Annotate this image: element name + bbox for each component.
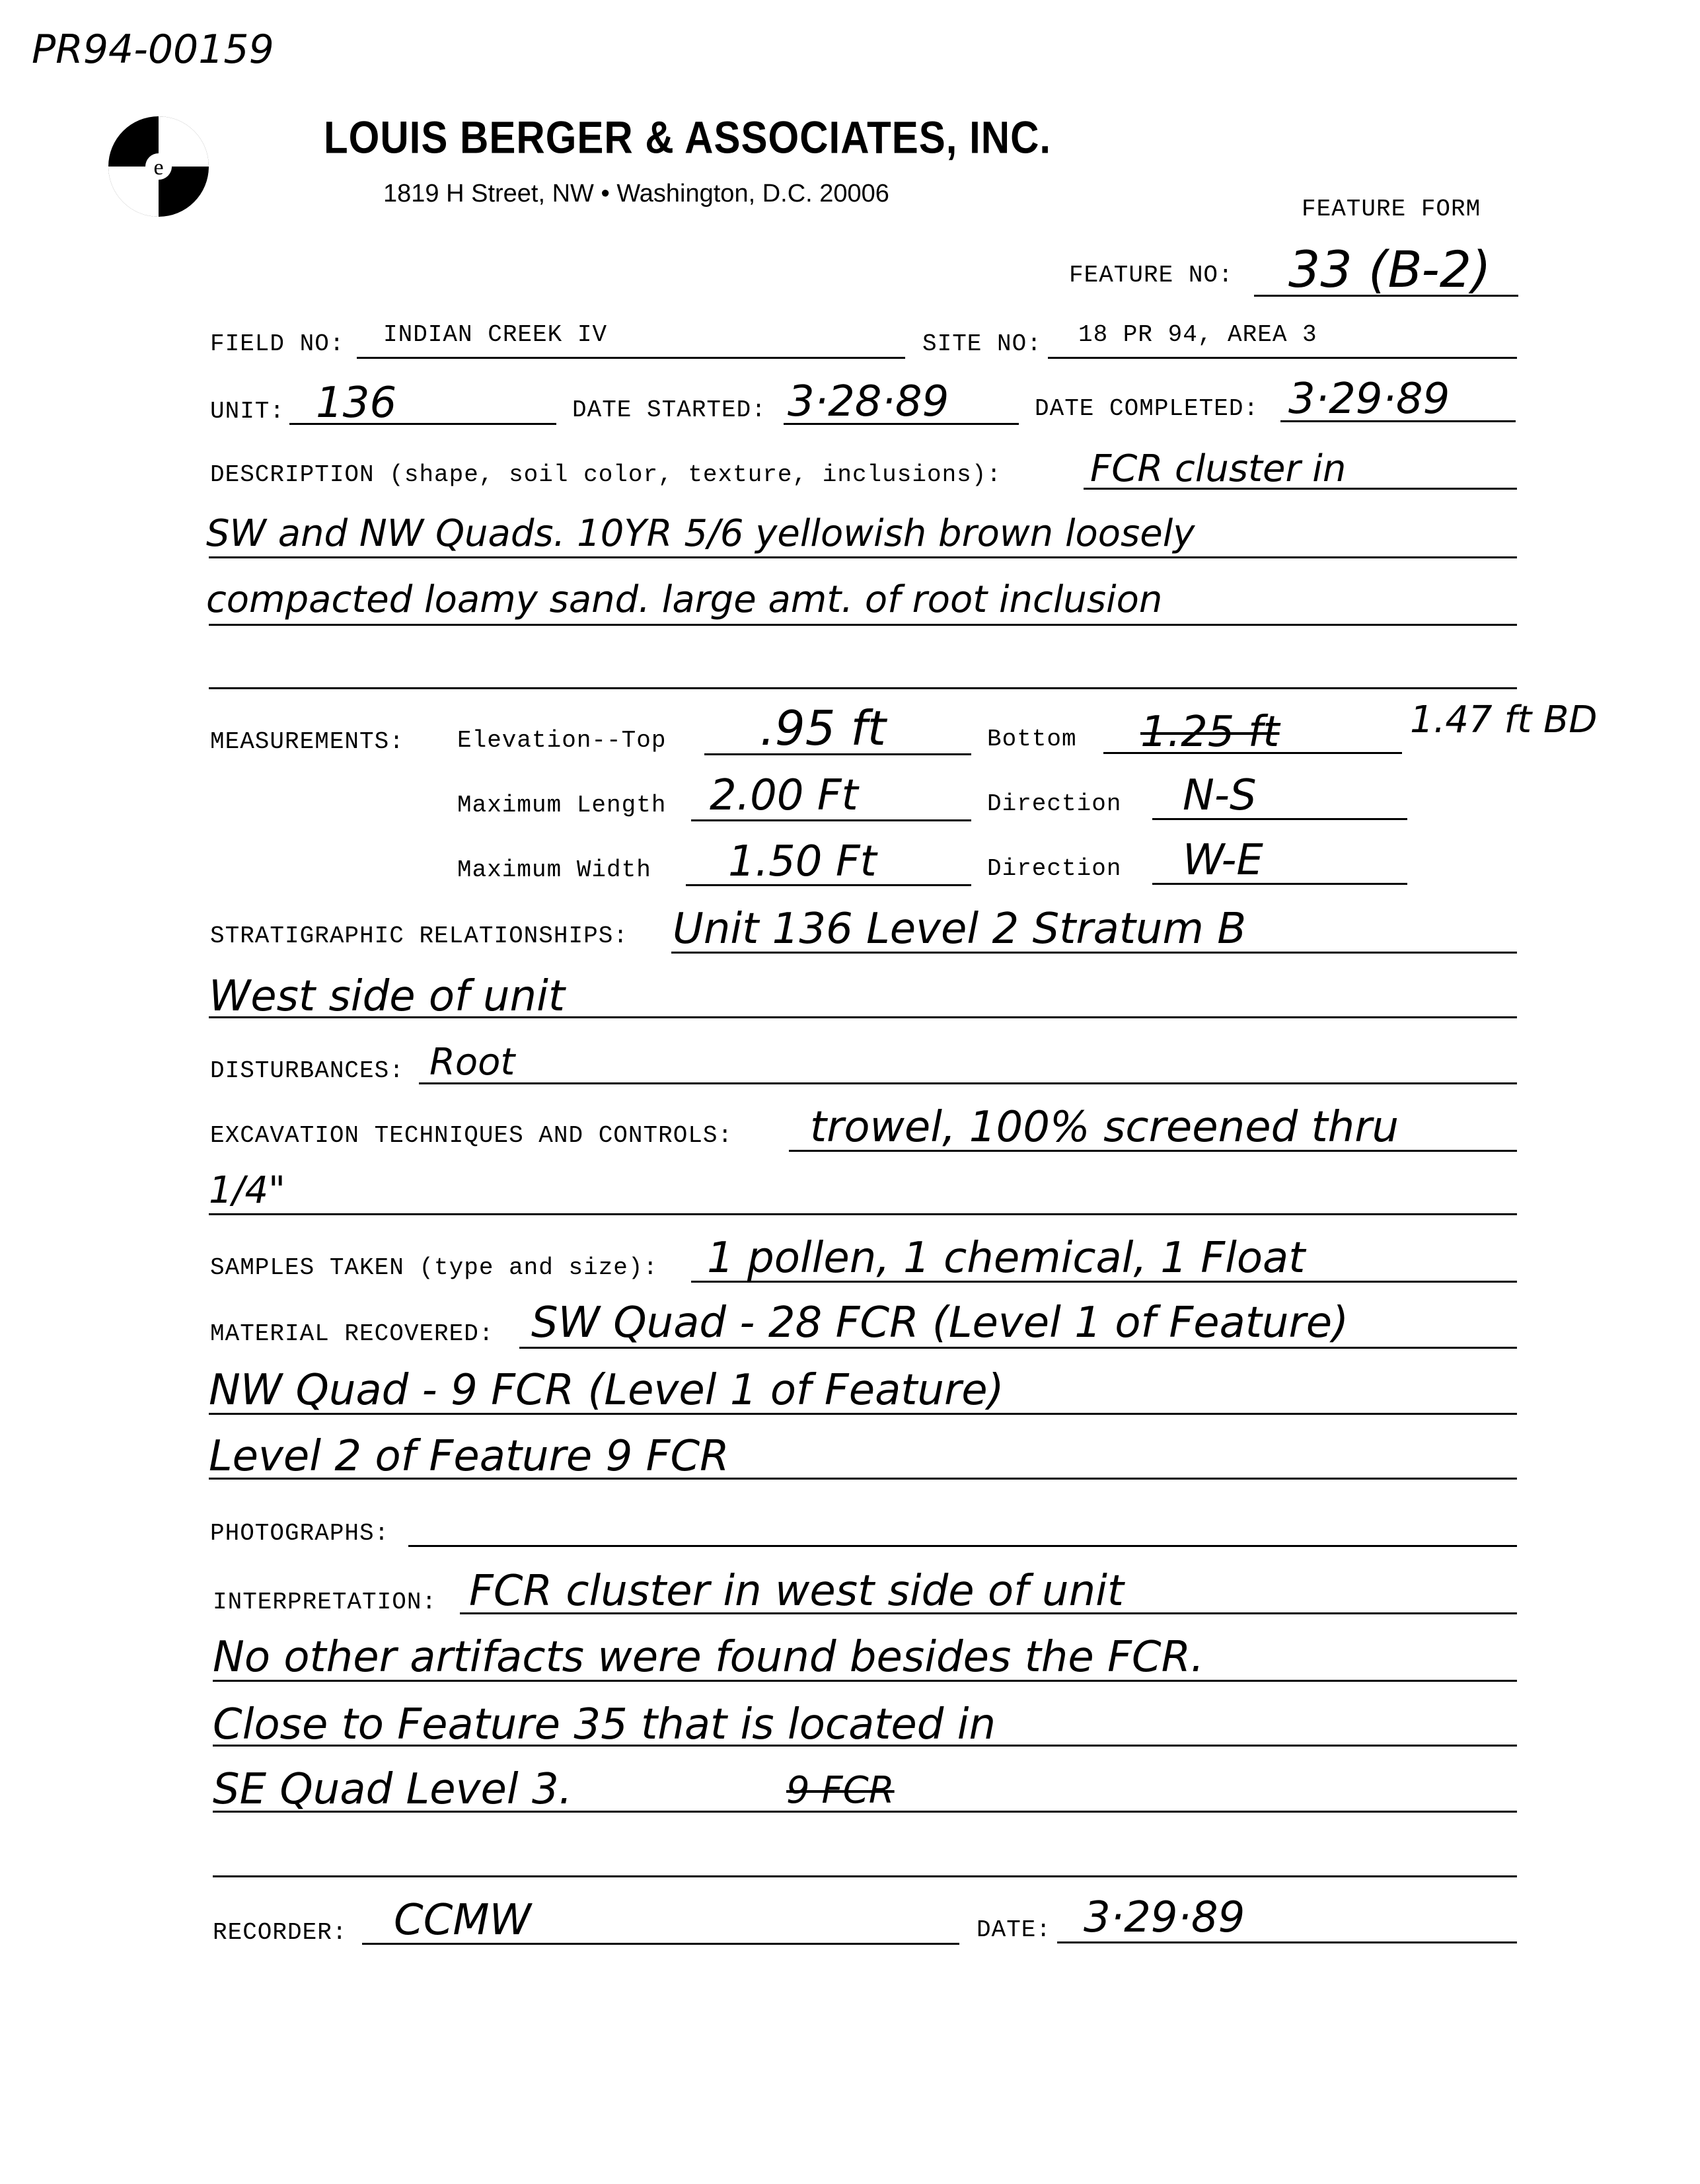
interpretation-rule-1 bbox=[460, 1612, 1517, 1614]
description-line-1: FCR cluster in bbox=[1090, 447, 1347, 490]
bottom-struck-value: 1.25 ft bbox=[1140, 708, 1280, 757]
stratigraphic-rule-1 bbox=[671, 952, 1517, 954]
max-length-label: Maximum Length bbox=[457, 792, 667, 819]
elevation-top-value: .95 ft bbox=[760, 700, 886, 756]
interpretation-rule-3 bbox=[213, 1745, 1517, 1747]
bottom-label: Bottom bbox=[987, 726, 1077, 753]
width-direction-line bbox=[1152, 883, 1407, 885]
company-logo bbox=[106, 114, 211, 219]
description-label: DESCRIPTION (shape, soil color, texture, inclusions): bbox=[210, 461, 1002, 488]
disturbances-label: DISTURBANCES: bbox=[210, 1057, 404, 1084]
photographs-label: PHOTOGRAPHS: bbox=[210, 1520, 390, 1547]
stratigraphic-rule-2 bbox=[209, 1016, 1517, 1018]
form-title: FEATURE FORM bbox=[1302, 196, 1481, 223]
description-rule-1 bbox=[1084, 488, 1517, 490]
photographs-line bbox=[408, 1545, 1517, 1547]
width-direction-label: Direction bbox=[987, 855, 1122, 882]
date-completed-line bbox=[1280, 420, 1516, 422]
disturbances-line bbox=[419, 1082, 1517, 1084]
interpretation-label: INTERPRETATION: bbox=[213, 1589, 437, 1616]
recorder-label: RECORDER: bbox=[213, 1919, 348, 1946]
field-no-value: INDIAN CREEK IV bbox=[383, 321, 608, 348]
site-no-label: SITE NO: bbox=[922, 330, 1042, 358]
unit-label: UNIT: bbox=[210, 398, 285, 425]
recorder-value: CCMW bbox=[394, 1896, 531, 1945]
description-rule-2 bbox=[209, 556, 1517, 558]
bottom-line bbox=[1103, 752, 1402, 754]
max-length-value: 2.00 Ft bbox=[710, 771, 858, 820]
bottom-value: 1.47 ft BD bbox=[1410, 698, 1598, 741]
interpretation-rule-4 bbox=[213, 1811, 1517, 1813]
logo-letter: e bbox=[153, 155, 164, 180]
max-length-line bbox=[691, 819, 971, 821]
samples-line bbox=[691, 1281, 1517, 1283]
feature-no-value: 33 (B-2) bbox=[1288, 240, 1491, 299]
width-direction-value: W-E bbox=[1183, 836, 1263, 885]
max-width-value: 1.50 Ft bbox=[728, 837, 877, 886]
company-address: 1819 H Street, NW • Washington, D.C. 20006 bbox=[383, 180, 889, 207]
max-width-line bbox=[686, 884, 971, 886]
material-rule-3 bbox=[209, 1478, 1517, 1480]
site-no-line bbox=[1048, 357, 1517, 359]
measurements-label: MEASUREMENTS: bbox=[210, 728, 404, 755]
material-line-1: SW Quad - 28 FCR (Level 1 of Feature) bbox=[531, 1299, 1349, 1347]
date-completed-label: DATE COMPLETED: bbox=[1035, 395, 1259, 422]
date-label: DATE: bbox=[977, 1916, 1052, 1943]
excavation-line-1: trowel, 100% screened thru bbox=[810, 1103, 1399, 1152]
disturbances-value: Root bbox=[429, 1041, 515, 1084]
elevation-top-line bbox=[704, 753, 971, 755]
date-completed-value: 3·29·89 bbox=[1288, 375, 1450, 424]
length-direction-value: N-S bbox=[1183, 771, 1257, 820]
material-line-3: Level 2 of Feature 9 FCR bbox=[209, 1432, 729, 1481]
length-direction-label: Direction bbox=[987, 790, 1122, 817]
description-line-2: SW and NW Quads. 10YR 5/6 yellowish brown loosely bbox=[206, 512, 1195, 555]
material-line-2: NW Quad - 9 FCR (Level 1 of Feature) bbox=[209, 1366, 1004, 1415]
recorder-line bbox=[362, 1943, 959, 1945]
material-rule-2 bbox=[209, 1413, 1517, 1415]
date-value: 3·29·89 bbox=[1084, 1893, 1245, 1942]
description-rule-3 bbox=[209, 624, 1517, 626]
date-started-line bbox=[784, 423, 1019, 425]
date-started-label: DATE STARTED: bbox=[572, 396, 766, 424]
excavation-line-2: 1/4" bbox=[209, 1169, 285, 1212]
interpretation-rule-5 bbox=[213, 1875, 1517, 1877]
date-started-value: 3·28·89 bbox=[788, 377, 949, 426]
document-id: PR94-00159 bbox=[32, 26, 274, 73]
samples-value: 1 pollen, 1 chemical, 1 Float bbox=[707, 1234, 1306, 1283]
stratigraphic-label: STRATIGRAPHIC RELATIONSHIPS: bbox=[210, 923, 628, 950]
field-no-line bbox=[357, 357, 905, 359]
length-direction-line bbox=[1152, 818, 1407, 820]
interpretation-rule-2 bbox=[213, 1680, 1517, 1682]
feature-no-label: FEATURE NO: bbox=[1069, 262, 1234, 289]
excavation-rule-1 bbox=[789, 1150, 1517, 1152]
interpretation-line-3: Close to Feature 35 that is located in bbox=[213, 1700, 996, 1749]
description-line-3: compacted loamy sand. large amt. of root inclusion bbox=[206, 578, 1163, 621]
site-no-value: 18 PR 94, AREA 3 bbox=[1078, 321, 1317, 348]
description-rule-4 bbox=[209, 687, 1517, 689]
samples-label: SAMPLES TAKEN (type and size): bbox=[210, 1254, 659, 1281]
excavation-rule-2 bbox=[209, 1213, 1517, 1215]
interpretation-struck-text: 9 FCR bbox=[786, 1769, 895, 1812]
stratigraphic-line-2: West side of unit bbox=[209, 972, 565, 1021]
interpretation-line-2: No other artifacts were found besides the FCR. bbox=[213, 1633, 1204, 1682]
material-label: MATERIAL RECOVERED: bbox=[210, 1320, 494, 1347]
material-rule-1 bbox=[519, 1347, 1517, 1349]
elevation-top-label: Elevation--Top bbox=[457, 727, 667, 754]
feature-no-line bbox=[1254, 295, 1518, 297]
max-width-label: Maximum Width bbox=[457, 856, 651, 884]
date-line bbox=[1057, 1941, 1517, 1943]
unit-value: 136 bbox=[316, 379, 397, 428]
interpretation-line-4: SE Quad Level 3. bbox=[213, 1765, 572, 1814]
field-no-label: FIELD NO: bbox=[210, 330, 345, 358]
stratigraphic-line-1: Unit 136 Level 2 Stratum B bbox=[673, 905, 1247, 954]
interpretation-line-1: FCR cluster in west side of unit bbox=[469, 1567, 1124, 1616]
excavation-label: EXCAVATION TECHNIQUES AND CONTROLS: bbox=[210, 1122, 733, 1149]
company-name: LOUIS BERGER & ASSOCIATES, INC. bbox=[324, 112, 1052, 163]
unit-line bbox=[289, 423, 556, 425]
